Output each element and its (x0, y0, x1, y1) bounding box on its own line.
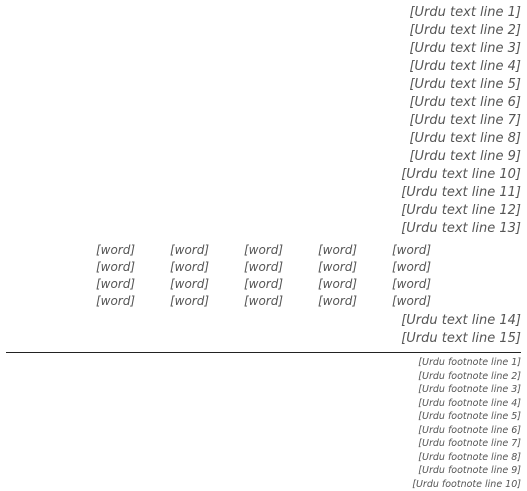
body-line-8: [Urdu text line 8] (6, 130, 521, 148)
body-line-2: [Urdu text line 2] (6, 22, 521, 40)
body-text (6, 4, 521, 238)
body-line-11: [Urdu text line 11] (6, 184, 521, 202)
footnote-line-5: [Urdu footnote line 5] (6, 410, 521, 424)
footnote-line-10: [Urdu footnote line 10] (6, 478, 521, 491)
verse-cell: [word] (79, 242, 153, 259)
verse-cell: [word] (375, 293, 449, 310)
body-line-6: [Urdu text line 6] (6, 94, 521, 112)
verse-cell: [word] (79, 259, 153, 276)
body-line-1: [Urdu text line 1] (6, 4, 521, 22)
verse-cell: [word] (375, 259, 449, 276)
footnote-line-8: [Urdu footnote line 8] (6, 451, 521, 465)
verse-cell: [word] (153, 293, 227, 310)
body-line-4: [Urdu text line 4] (6, 58, 521, 76)
body-line-10: [Urdu text line 10] (6, 166, 521, 184)
verse-cell: [word] (79, 276, 153, 293)
verse-cell: [word] (227, 276, 301, 293)
verse-row-2 (79, 259, 449, 276)
footnote-line-6: [Urdu footnote line 6] (6, 424, 521, 438)
verse-cell: [word] (227, 259, 301, 276)
body-line-12: [Urdu text line 12] (6, 202, 521, 220)
verse-grid (79, 242, 449, 310)
verse-cell: [word] (153, 242, 227, 259)
footnote-line-3: [Urdu footnote line 3] (6, 383, 521, 397)
footnote-line-9: [Urdu footnote line 9] (6, 464, 521, 478)
footnote-divider (6, 352, 521, 353)
verse-row-4 (79, 293, 449, 310)
verse-cell: [word] (301, 259, 375, 276)
verse-cell: [word] (153, 259, 227, 276)
verse-cell: [word] (375, 276, 449, 293)
verse-cell: [word] (153, 276, 227, 293)
closing-line-2: [Urdu text line 15] (6, 330, 521, 348)
verse-cell: [word] (375, 242, 449, 259)
footnote-line-1: [Urdu footnote line 1] (6, 356, 521, 370)
verse-cell: [word] (301, 293, 375, 310)
body-line-9: [Urdu text line 9] (6, 148, 521, 166)
verse-row-3 (79, 276, 449, 293)
closing-line-1: [Urdu text line 14] (6, 312, 521, 330)
body-line-3: [Urdu text line 3] (6, 40, 521, 58)
body-line-7: [Urdu text line 7] (6, 112, 521, 130)
closing-text (6, 312, 521, 348)
body-line-13: [Urdu text line 13] (6, 220, 521, 238)
footnote-line-2: [Urdu footnote line 2] (6, 370, 521, 384)
verse-cell: [word] (79, 293, 153, 310)
verse-cell: [word] (227, 293, 301, 310)
verse-cell: [word] (301, 276, 375, 293)
verse-cell: [word] (301, 242, 375, 259)
verse-row-1 (79, 242, 449, 259)
footnote-line-4: [Urdu footnote line 4] (6, 397, 521, 411)
footnote-line-7: [Urdu footnote line 7] (6, 437, 521, 451)
verse-cell: [word] (227, 242, 301, 259)
footnotes (6, 356, 521, 491)
body-line-5: [Urdu text line 5] (6, 76, 521, 94)
